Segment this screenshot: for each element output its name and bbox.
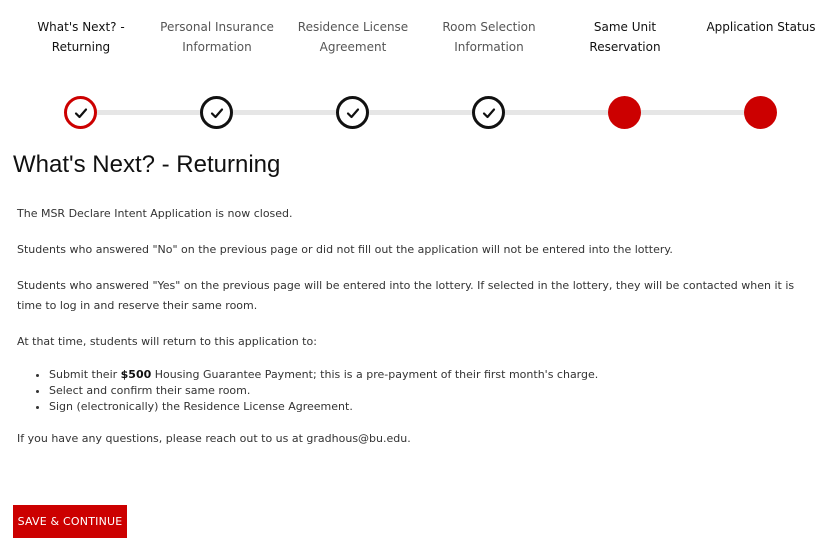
step-label-room-selection[interactable]: Room Selection Information (442, 20, 536, 54)
payment-amount: $500 (120, 368, 152, 381)
list-item-prefix: Submit their (49, 368, 121, 381)
checkmark-icon (74, 106, 88, 120)
step-circle-same-unit[interactable] (608, 96, 641, 129)
questions-paragraph: If you have any questions, please reach out to us at gradhous@bu.edu. (17, 432, 411, 445)
checkmark-icon (346, 106, 360, 120)
main-content (17, 204, 822, 465)
list-item (49, 367, 822, 383)
progress-stepper (0, 0, 839, 140)
step-label-same-unit[interactable]: Same Unit Reservation (589, 20, 661, 54)
answered-no-paragraph: Students who answered "No" on the previous page or did not fill out the application will not be entered into the lottery. (17, 243, 673, 256)
step-label-application-status[interactable]: Application Status (706, 20, 816, 34)
step-circle-residence-license[interactable] (336, 96, 369, 129)
list-item: • Select and confirm their same room. (49, 383, 822, 399)
answered-yes-paragraph: Students who answered "Yes" on the previous page will be entered into the lottery. If selected in the lottery, they will be contacted when it is time to log in and reserve their same room. (17, 279, 795, 312)
list-item-suffix: Housing Guarantee Payment; this is a pre-payment of their first month's charge. (151, 368, 599, 381)
save-and-continue-button[interactable]: SAVE & CONTINUE (13, 505, 127, 538)
step-label-whats-next[interactable]: What's Next? - Returning (37, 20, 125, 54)
checkmark-icon (210, 106, 224, 120)
step-circle-whats-next[interactable] (64, 96, 97, 129)
checkmark-icon (482, 106, 496, 120)
return-intro-paragraph: At that time, students will return to this application to: (17, 335, 317, 348)
closed-notice: The MSR Declare Intent Application is now closed. (17, 207, 293, 220)
page-title: What's Next? - Returning (13, 151, 281, 178)
step-label-residence-license[interactable]: Residence License Agreement (297, 20, 409, 54)
step-circle-personal-insurance[interactable] (200, 96, 233, 129)
step-circle-room-selection[interactable] (472, 96, 505, 129)
step-circle-application-status[interactable] (744, 96, 777, 129)
stepper-track (81, 110, 761, 115)
list-item: • Sign (electronically) the Residence License Agreement. (49, 399, 822, 415)
action-list (17, 367, 822, 415)
step-label-personal-insurance[interactable]: Personal Insurance Information (160, 20, 274, 54)
